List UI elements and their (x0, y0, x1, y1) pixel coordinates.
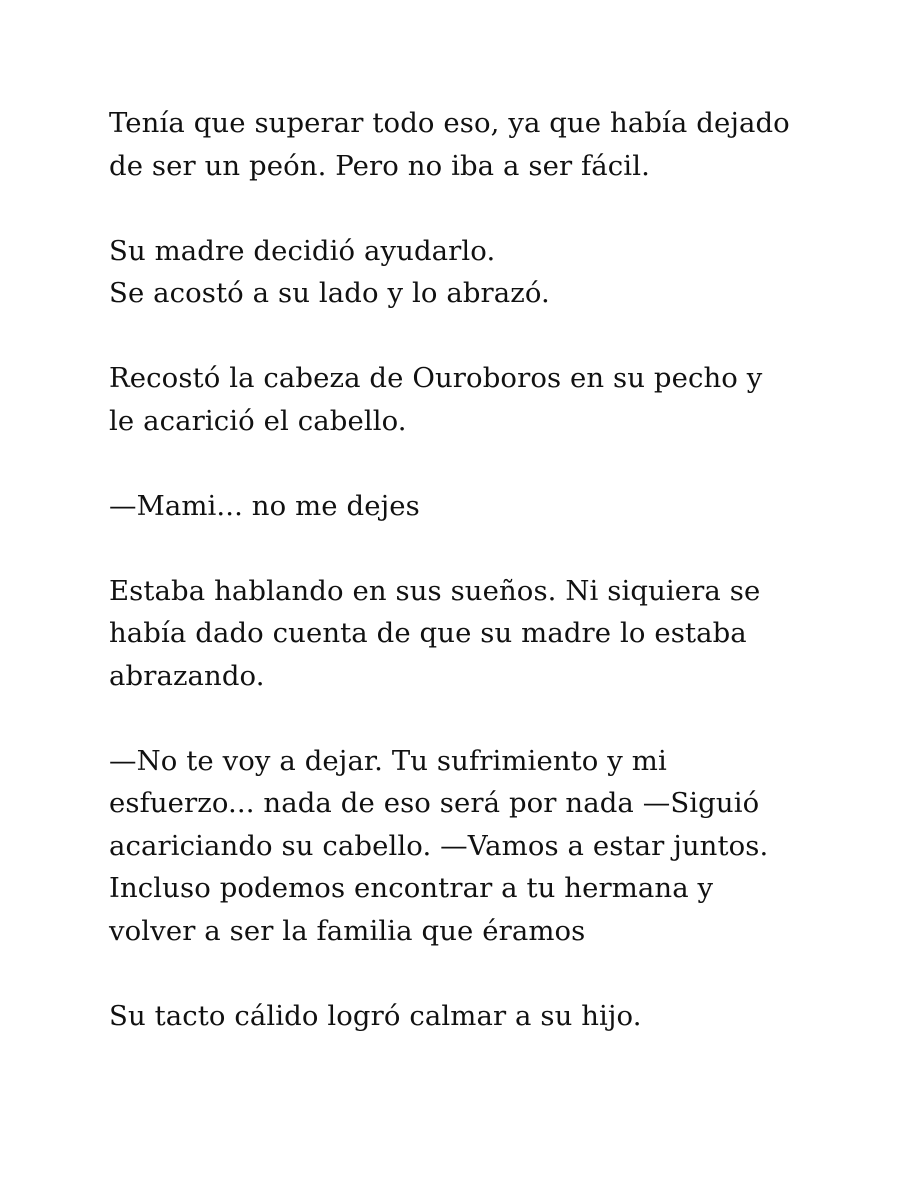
paragraph (109, 995, 809, 1038)
story-text (109, 102, 809, 1080)
text-line: Su madre decidió ayudarlo. (109, 234, 496, 267)
text-line: le acarició el cabello. (109, 404, 407, 437)
text-line: volver a ser la familia que éramos (109, 914, 586, 947)
paragraph (109, 102, 809, 187)
text-line: —Mami... no me dejes (109, 489, 420, 522)
paragraph (109, 357, 809, 442)
text-line: acariciando su cabello. —Vamos a estar juntos. (109, 829, 769, 862)
paragraph (109, 230, 809, 315)
text-line: de ser un peón. Pero no iba a ser fácil. (109, 149, 650, 182)
text-line: abrazando. (109, 659, 265, 692)
text-line: había dado cuenta de que su madre lo estaba (109, 617, 747, 649)
text-line: Estaba hablando en sus sueños. Ni siquiera se (109, 574, 761, 607)
text-line: Se acostó a su lado y lo abrazó. (109, 277, 550, 309)
text-line: Tenía que superar todo eso, ya que había dejado (109, 107, 790, 139)
text-line: Incluso podemos encontrar a tu hermana y (109, 872, 714, 904)
dialogue-paragraph (109, 485, 809, 528)
text-line: esfuerzo... nada de eso será por nada —Siguió (109, 787, 760, 819)
paragraph (109, 570, 809, 698)
text-line: Su tacto cálido logró calmar a su hijo. (109, 999, 642, 1032)
text-line: Recostó la cabeza de Ouroboros en su pecho y (109, 362, 763, 394)
text-line: —No te voy a dejar. Tu sufrimiento y mi (109, 744, 667, 777)
dialogue-paragraph (109, 740, 809, 953)
